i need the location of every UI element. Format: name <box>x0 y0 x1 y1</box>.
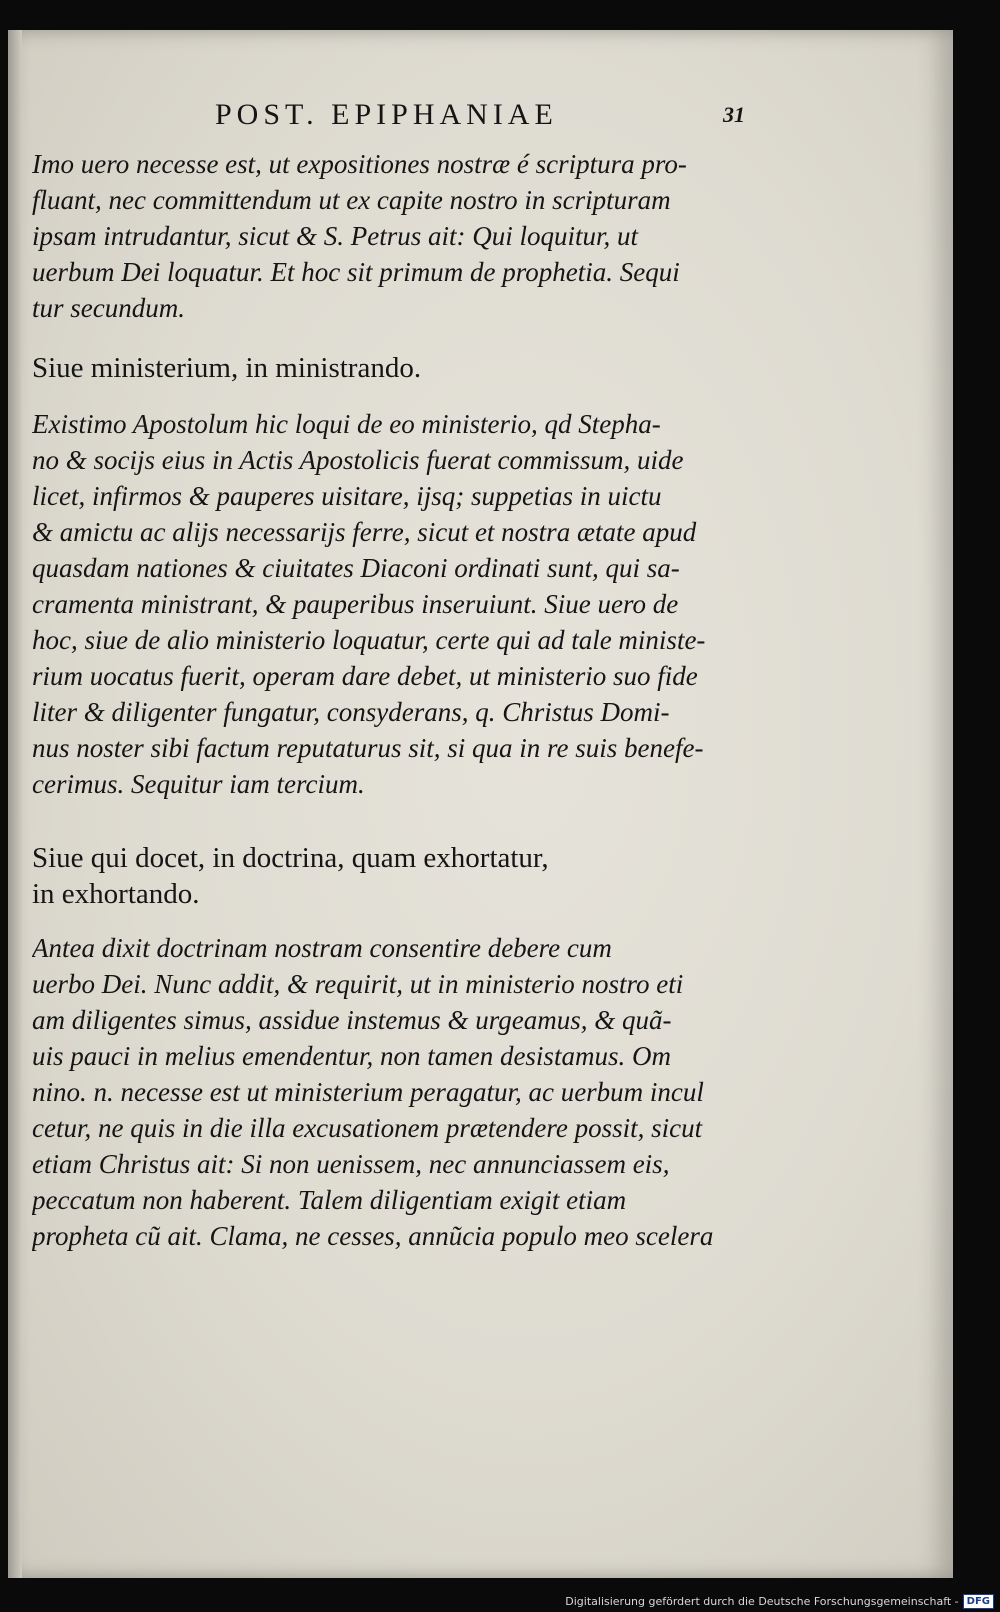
text-line: etiam Christus ait: Si non uenissem, nec annunciassem eis, <box>32 1149 670 1179</box>
text-line: Existimo Apostolum hic loqui de eo ministerio, qd Stepha- <box>32 409 661 439</box>
heading-line: in exhortando. <box>32 878 200 910</box>
text-line: tur secundum. <box>32 293 185 323</box>
text-line: uerbo Dei. Nunc addit, & requirit, ut in ministerio nostro eti <box>32 969 684 999</box>
text-line: fluant, nec committendum ut ex capite nostro in scripturam <box>32 185 671 215</box>
digitization-credit <box>565 1594 994 1608</box>
text-line: nino. n. necesse est ut ministerium peragatur, ac uerbum incul <box>32 1077 704 1107</box>
text-line: rium uocatus fuerit, operam dare debet, ut ministerio suo fide <box>32 661 698 691</box>
text-line: hoc, siue de alio ministerio loquatur, certe qui ad tale ministe- <box>32 625 706 655</box>
text-line: uerbum Dei loquatur. Et hoc sit primum de prophetia. Sequi <box>32 257 680 287</box>
text-line: liter & diligenter fungatur, consyderans, q. Christus Domi- <box>32 697 670 727</box>
text-line: cerimus. Sequitur iam tercium. <box>32 769 365 799</box>
dfg-logo: DFG <box>963 1594 994 1609</box>
paragraph-3 <box>32 930 742 1254</box>
text-line: ipsam intrudantur, sicut & S. Petrus ait: Qui loquitur, ut <box>32 221 639 251</box>
text-line: cramenta ministrant, & pauperibus inseruiunt. Siue uero de <box>32 589 679 619</box>
paragraph-2 <box>32 406 742 802</box>
text-line: licet, infirmos & pauperes uisitare, ijsq; suppetias in uictu <box>32 481 662 511</box>
text-line: no & socijs eius in Actis Apostolicis fuerat commissum, uide <box>32 445 684 475</box>
text-line: Antea dixit doctrinam nostram consentire debere cum <box>32 933 612 963</box>
running-head: POST. EPIPHANIAE <box>215 98 558 131</box>
text-line: cetur, ne quis in die illa excusationem prætendere possit, sicut <box>32 1113 703 1143</box>
text-line: am diligentes simus, assidue instemus & urgeamus, & quã- <box>32 1005 672 1035</box>
page-gutter <box>8 30 22 1578</box>
paragraph-1 <box>32 146 742 326</box>
heading-line: Siue qui docet, in doctrina, quam exhortatur, <box>32 842 549 874</box>
text-line: nus noster sibi factum reputaturus sit, si qua in re suis benefe- <box>32 733 704 763</box>
text-line: Imo uero necesse est, ut expositiones nostræ é scriptura pro- <box>32 149 687 179</box>
text-line: propheta cũ ait. Clama, ne cesses, annũcia populo meo scelera <box>32 1221 714 1251</box>
text-line: peccatum non haberent. Talem diligentiam exigit etiam <box>32 1185 627 1215</box>
credit-text: Digitalisierung gefördert durch die Deutsche Forschungsgemeinschaft - <box>565 1594 959 1608</box>
page-header <box>215 98 745 138</box>
text-line: & amictu ac alijs necessarijs ferre, sicut et nostra ætate apud <box>32 517 697 547</box>
section-heading-1 <box>32 350 742 386</box>
section-heading-2 <box>32 840 742 912</box>
text-line: uis pauci in melius emendentur, non tamen desistamus. Om <box>32 1041 671 1071</box>
text-line: quasdam nationes & ciuitates Diaconi ordinati sunt, qui sa- <box>32 553 680 583</box>
heading-line: Siue ministerium, in ministrando. <box>32 352 422 384</box>
page-number: 31 <box>723 102 745 127</box>
